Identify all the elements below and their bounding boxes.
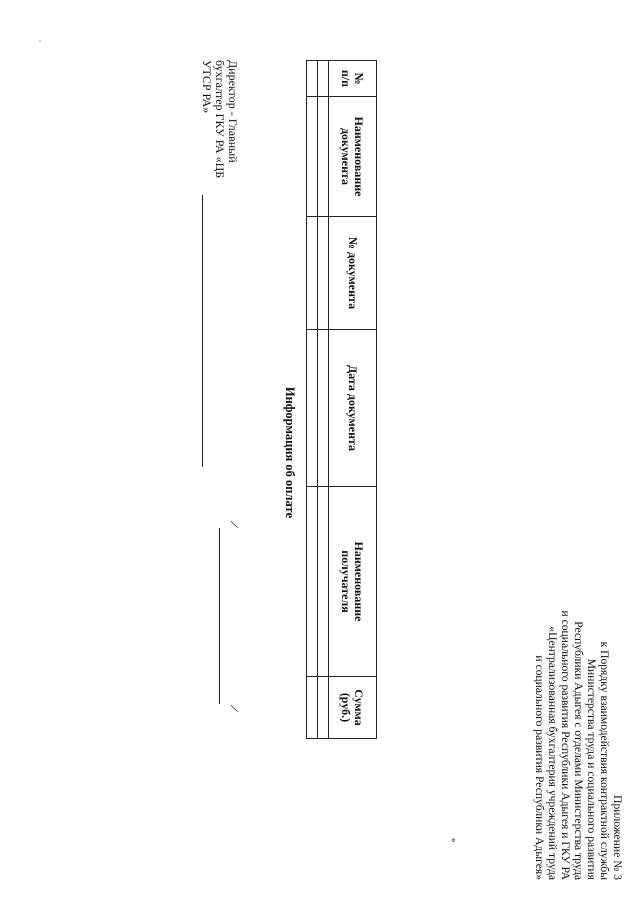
- table-row: [307, 61, 318, 739]
- table-cell: [318, 61, 329, 97]
- edge-mark: »: [449, 838, 459, 843]
- column-header-number: № п/п: [329, 61, 377, 97]
- appendix-line: Министерства труда и социального развития: [585, 658, 598, 880]
- appendix-line: к Порядку взаимодействия контрактной службы: [598, 641, 611, 880]
- table-cell: [318, 217, 329, 330]
- name-bracket-left: /: [225, 519, 242, 530]
- table-cell: [318, 97, 329, 217]
- table-cell: [307, 677, 318, 739]
- signature-name-field: [223, 519, 242, 717]
- document-title: Информация об оплате: [283, 386, 297, 519]
- appendix-line: Приложение № 3: [611, 795, 624, 880]
- appendix-line: Республики Адыгея с отделами Министерства труда: [572, 621, 585, 880]
- column-header-recipient-name: Наименование получателя: [329, 487, 377, 677]
- table-cell: [307, 61, 318, 97]
- name-line: [219, 528, 220, 704]
- table-cell: [307, 217, 318, 330]
- table-cell: [318, 487, 329, 677]
- appendix-line: «Централизованная бухгалтерия учреждений труда: [546, 626, 559, 880]
- table-cell: [307, 97, 318, 217]
- column-header-document-date: Дата документа: [329, 330, 377, 487]
- payment-table: [306, 60, 377, 739]
- table-cell: [318, 330, 329, 487]
- table-header-row: [329, 61, 377, 739]
- table-cell: [307, 487, 318, 677]
- table-cell: [318, 677, 329, 739]
- scan-speck: [39, 40, 41, 42]
- appendix-header: [533, 520, 624, 880]
- signature-position-line: Директор - Главный: [226, 60, 240, 163]
- table-row: [318, 61, 329, 739]
- table-cell: [307, 330, 318, 487]
- signature-position-line: УТСР РА»: [200, 60, 214, 114]
- column-header-document-name: Наименование документа: [329, 97, 377, 217]
- column-header-amount: Сумма (руб.): [329, 677, 377, 739]
- appendix-line: и социального развития Республики Адыгея и ГКУ РА: [559, 610, 572, 880]
- signature-line: [202, 195, 203, 467]
- signature-position: [200, 60, 239, 178]
- name-bracket-right: /: [225, 703, 242, 714]
- signature-position-line: бухгалтер ГКУ РА «ЦБ: [213, 60, 227, 179]
- appendix-line: и социального развития Республики Адыгея»: [533, 655, 546, 880]
- column-header-document-number: № документа: [329, 217, 377, 330]
